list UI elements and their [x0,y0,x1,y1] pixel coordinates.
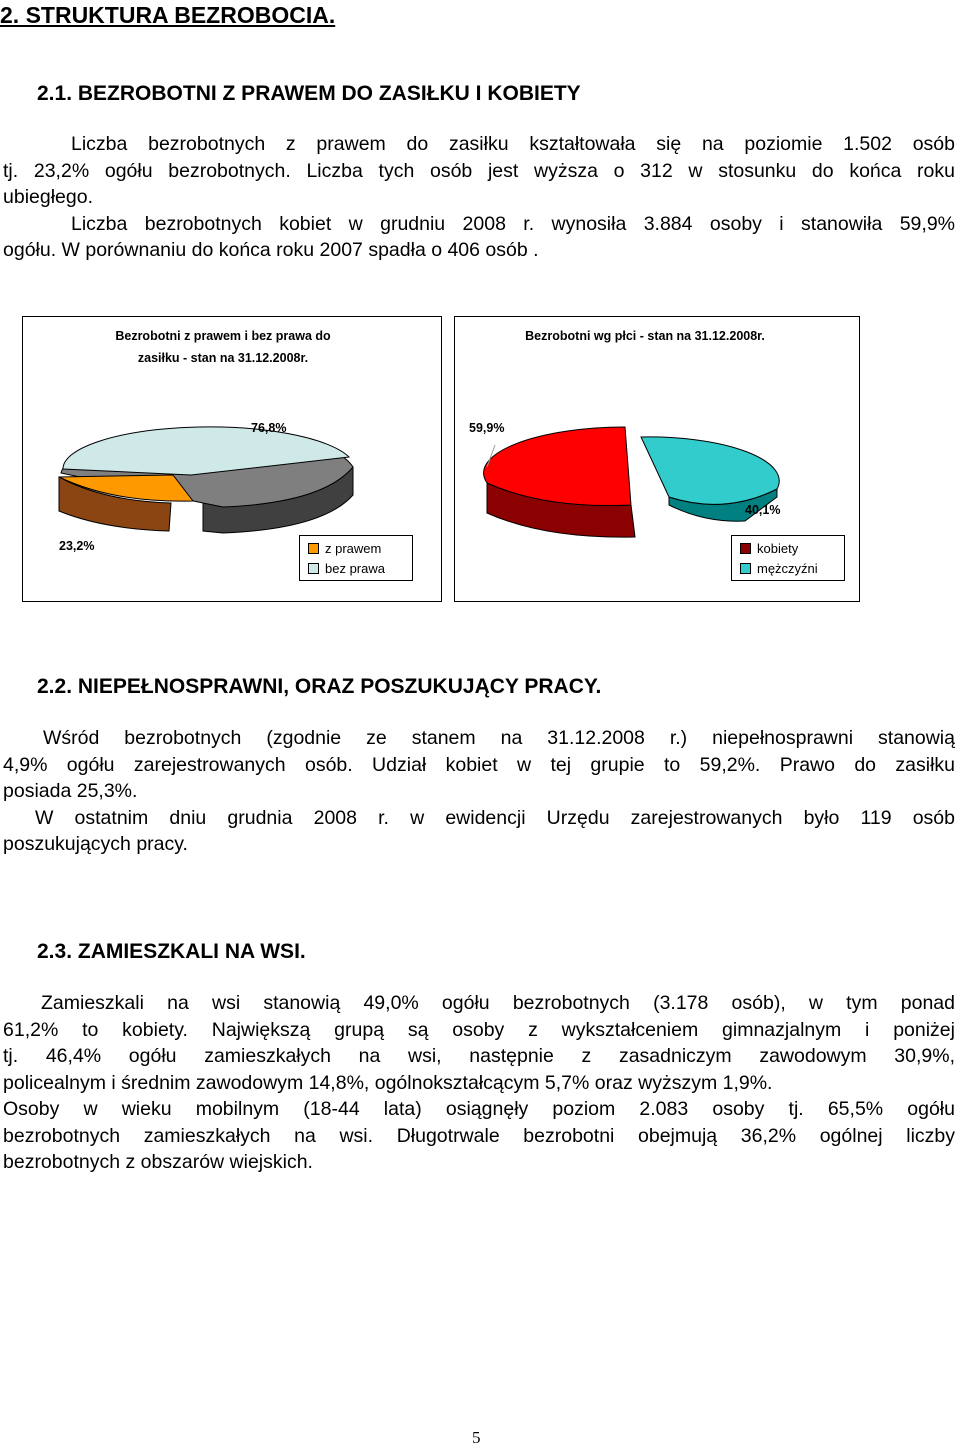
paragraph-2-3 [3,990,955,1176]
paragraph-line: posiada 25,3%. [3,780,138,802]
paragraph-line: 4,9% ogółu zarejestrowanych osób. Udział kobiet w tej grupie to 59,2%. Prawo do zasiłku [3,753,955,776]
pie-label-mezczyzni: 40,1% [745,503,781,517]
paragraph-line: Liczba bezrobotnych kobiet w grudniu 2008 r. wynosiła 3.884 osoby i stanowiła 59,9% [71,212,955,235]
paragraph-line: bezrobotnych z obszarów wiejskich. [3,1151,313,1173]
paragraph-line: poszukujących pracy. [3,833,188,855]
paragraph-line: bezrobotnych zamieszkałych na wsi. Długotrwale bezrobotni obejmują 36,2% ogólnej liczby [3,1124,955,1147]
chart-title-line: Bezrobotni z prawem i bez prawa do [115,329,331,343]
paragraph-line: Wśród bezrobotnych (zgodnie ze stanem na 31.12.2008 r.) niepełnosprawni stanowią [43,727,955,749]
legend-item-kobiety [740,539,798,557]
heading-2-1: 2.1. BEZROBOTNI Z PRAWEM DO ZASIŁKU I KOBIETY [37,82,581,105]
heading-2-3: 2.3. ZAMIESZKALI NA WSI. [37,940,306,963]
legend-item-mezczyzni [740,559,818,577]
pie-label-bez-prawa: 76,8% [251,421,287,435]
legend-swatch [308,543,319,554]
legend-label: mężczyźni [757,560,818,576]
legend-label: z prawem [325,540,382,556]
paragraph-line: tj. 46,4% ogółu zamieszkałych na wsi, następnie z zasadniczym zawodowym 30,9%, [3,1045,955,1067]
chart-gender [454,316,860,602]
paragraph-line: ubiegłego. [3,186,93,208]
chart-benefit-rights [22,316,442,602]
legend-item-bez-prawa [308,559,385,577]
paragraph-2-2 [3,725,955,858]
pie-slice-mezczyzni [641,437,779,504]
legend-swatch [740,543,751,554]
legend-swatch [740,563,751,574]
paragraph-line: Osoby w wieku mobilnym (18-44 lata) osiągnęły poziom 2.083 osoby tj. 65,5% ogółu [3,1098,955,1120]
chart-title-line: zasiłku - stan na 31.12.2008r. [137,351,309,365]
chart-title-line: Bezrobotni wg płci - stan na 31.12.2008r. [525,329,765,343]
paragraph-line: ogółu. W porównaniu do końca roku 2007 spadła o 406 osób . [3,239,539,261]
paragraph-line: Liczba bezrobotnych z prawem do zasiłku kształtowała się na poziomie 1.502 osób [71,133,955,155]
paragraph-line: W ostatnim dniu grudnia 2008 r. w ewidencji Urzędu zarejestrowanych było 119 osób [35,806,955,829]
chart-legend [731,535,845,581]
page-number: 5 [472,1428,481,1447]
legend-label: kobiety [757,540,799,556]
paragraph-2-1 [3,131,955,264]
paragraph-line: Zamieszkali na wsi stanowią 49,0% ogółu bezrobotnych (3.178 osób), w tym ponad [41,992,955,1014]
paragraph-line: tj. 23,2% ogółu bezrobotnych. Liczba tych osób jest wyższa o 312 w stosunku do końca roku [3,159,955,182]
chart-legend [299,535,413,581]
pie-label-z-prawem: 23,2% [59,539,95,553]
paragraph-line: policealnym i średnim zawodowym 14,8%, ogólnokształcącym 5,7% oraz wyższym 1,9%. [3,1071,773,1094]
paragraph-line: 61,2% to kobiety. Największą grupą są osoby z wykształceniem gimnazjalnym i poniżej [3,1018,955,1041]
section-title: 2. STRUKTURA BEZROBOCIA. [0,2,336,28]
pie-label-kobiety: 59,9% [469,421,505,435]
legend-swatch [308,563,319,574]
heading-2-2: 2.2. NIEPEŁNOSPRAWNI, ORAZ POSZUKUJĄCY PRACY. [37,675,602,698]
legend-item-z-prawem [308,539,381,557]
legend-label: bez prawa [325,560,385,576]
